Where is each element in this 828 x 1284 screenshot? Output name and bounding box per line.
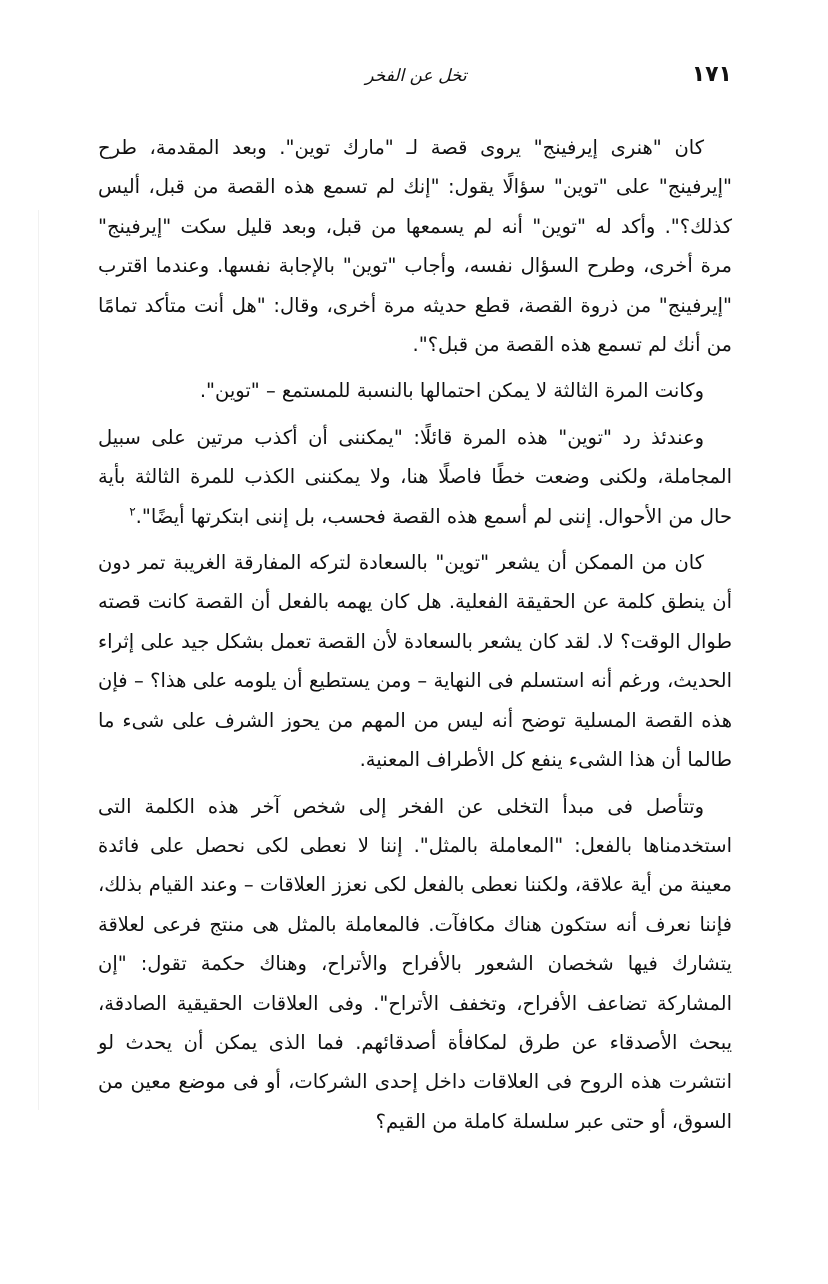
paragraph-5 [98,787,732,1142]
paragraph-text: وتتأصل فى مبدأ التخلى عن الفخر إلى شخص آخر هذه الكلمة التى استخدمناها بالفعل: "المعاملة بالمثل". إننا لا نعطى لكى نحصل على فائدة معينة من أية علاقة، ولكننا نعطى بالفعل لكى نعزز العلاقات – وعند القيام بذلك، فإننا نعرف أنه ستكون هناك مكافآت. فالمعاملة بالمثل هى منتج فرعى لعلاقة يتشارك فيها شخصان الشعور بالأفراح والأتراح، وهناك حكمة تقول: "إن المشاركة تضاعف الأفراح، وتخفف الأتراح". وفى العلاقات الحقيقية الصادقة، يبحث الأصدقاء عن طرق لمكافأة أصدقائهم. فما الذى يمكن أن يحدث لو انتشرت هذه الروح فى العلاقات داخل إحدى الشركات، أو فى موضع معين من السوق، أو حتى عبر سلسلة كاملة من القيم؟ [98,794,732,1133]
footnote-reference: ٢ [129,504,136,519]
running-title: تخل عن الفخر [365,66,467,86]
paragraph-4 [98,543,732,779]
paragraph-text: وكانت المرة الثالثة لا يمكن احتمالها بالنسبة للمستمع – "توين". [199,379,704,403]
paragraph-2 [98,371,732,410]
paragraph-text: كان من الممكن أن يشعر "توين" بالسعادة لتركه المفارقة الغريبة تمر دون أن ينطق كلمة عن الحقيقة الفعلية. هل كان يهمه بالفعل أن القصة كانت قصته طوال الوقت؟ لا. لقد كان يشعر بالسعادة لأن القصة تعمل بشكل جيد على إثراء الحديث، ورغم أنه استسلم فى النهاية – ومن يستطيع أن يلومه على هذا؟ – فإن هذه القصة المسلية توضح أنه ليس من المهم من يحوز الشرف على شىء ما طالما أن هذا الشىء ينفع كل الأطراف المعنية. [98,551,732,772]
page-number: ١٧١ [691,62,732,87]
body-text [98,128,732,1148]
paragraph-1 [98,128,732,364]
page-header [100,60,732,94]
paragraph-3 [98,418,732,536]
paragraph-text: وعندئذ رد "توين" هذه المرة قائلًا: "يمكننى أن أكذب مرتين على سبيل المجاملة، ولكنى وضعت خطًا فاصلًا هنا، ولا يمكننى الكذب للمرة الثالثة بأية حال من الأحوال. إننى لم أسمع هذه القصة فحسب، بل إننى ابتكرتها أيضًا". [98,425,732,528]
paragraph-text: كان "هنرى إيرفينج" يروى قصة لـ "مارك توين". وبعد المقدمة، طرح "إيرفينج" على "توين" سؤالًا يقول: "إنك لم تسمع هذه القصة من قبل، أليس كذلك؟". وأكد له "توين" أنه لم يسمعها من قبل، وبعد قليل سكت "إيرفينج" مرة أخرى، وطرح السؤال نفسه، وأجاب "توين" بالإجابة نفسها. وعندما اقترب "إيرفينج" من ذروة القصة، قطع حديثه مرة أخرى، وقال: "هل أنت متأكد تمامًا من أنك لم تسمع هذه القصة من قبل؟". [98,136,732,357]
page-edge-shadow [38,210,39,1110]
